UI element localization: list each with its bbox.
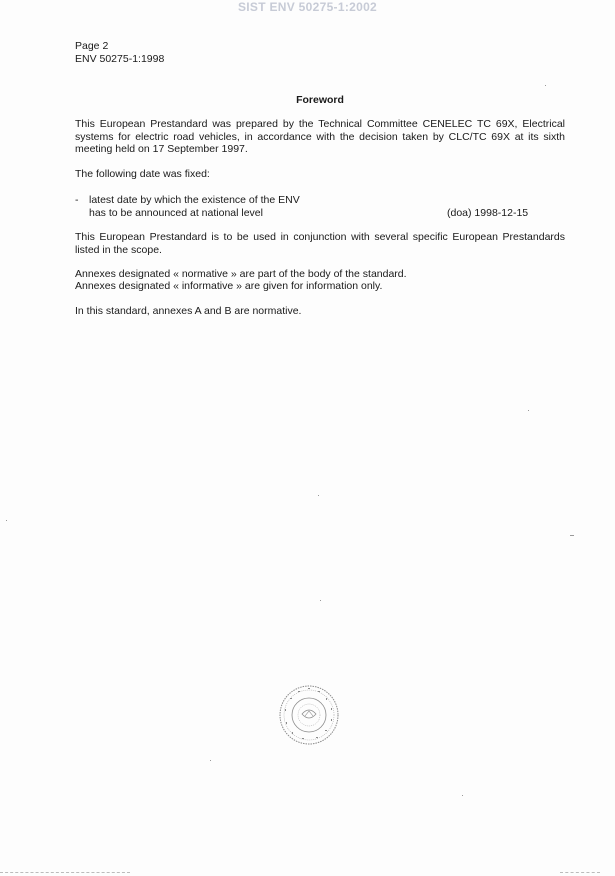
- section-title: Foreword: [296, 94, 344, 106]
- annex-informative-note: Annexes designated « informative » are given for information only.: [75, 280, 383, 292]
- scan-edge-line: [0, 872, 130, 873]
- page-header: [75, 40, 164, 66]
- page-number: Page 2: [75, 40, 109, 52]
- foreword-paragraph-1: This European Prestandard was prepared by the Technical Committee CENELEC TC 69X, Electrical systems for electric road vehicles, in accordance with the decision taken by CLC/TC 69X at its sixth meeting held on 17 September 1997.: [75, 118, 565, 155]
- watermark: SIST ENV 50275-1:2002: [237, 0, 378, 14]
- document-id: ENV 50275-1:1998: [75, 53, 165, 65]
- doa-date: (doa) 1998-12-15: [447, 207, 529, 219]
- dates-intro: The following date was fixed:: [75, 168, 210, 180]
- date-description-line-1: latest date by which the existence of the ENV: [89, 194, 300, 206]
- annex-statement: In this standard, annexes A and B are normative.: [75, 305, 302, 317]
- scan-edge-line: [560, 872, 600, 873]
- foreword-paragraph-3: This European Prestandard is to be used in conjunction with several specific European Prestandards listed in the scope.: [75, 231, 565, 256]
- annex-normative-note: Annexes designated « normative » are part of the body of the standard.: [75, 268, 407, 280]
- official-seal-icon: [278, 684, 340, 746]
- date-description-line-2: has to be announced at national level: [89, 207, 263, 219]
- list-bullet: -: [75, 194, 79, 206]
